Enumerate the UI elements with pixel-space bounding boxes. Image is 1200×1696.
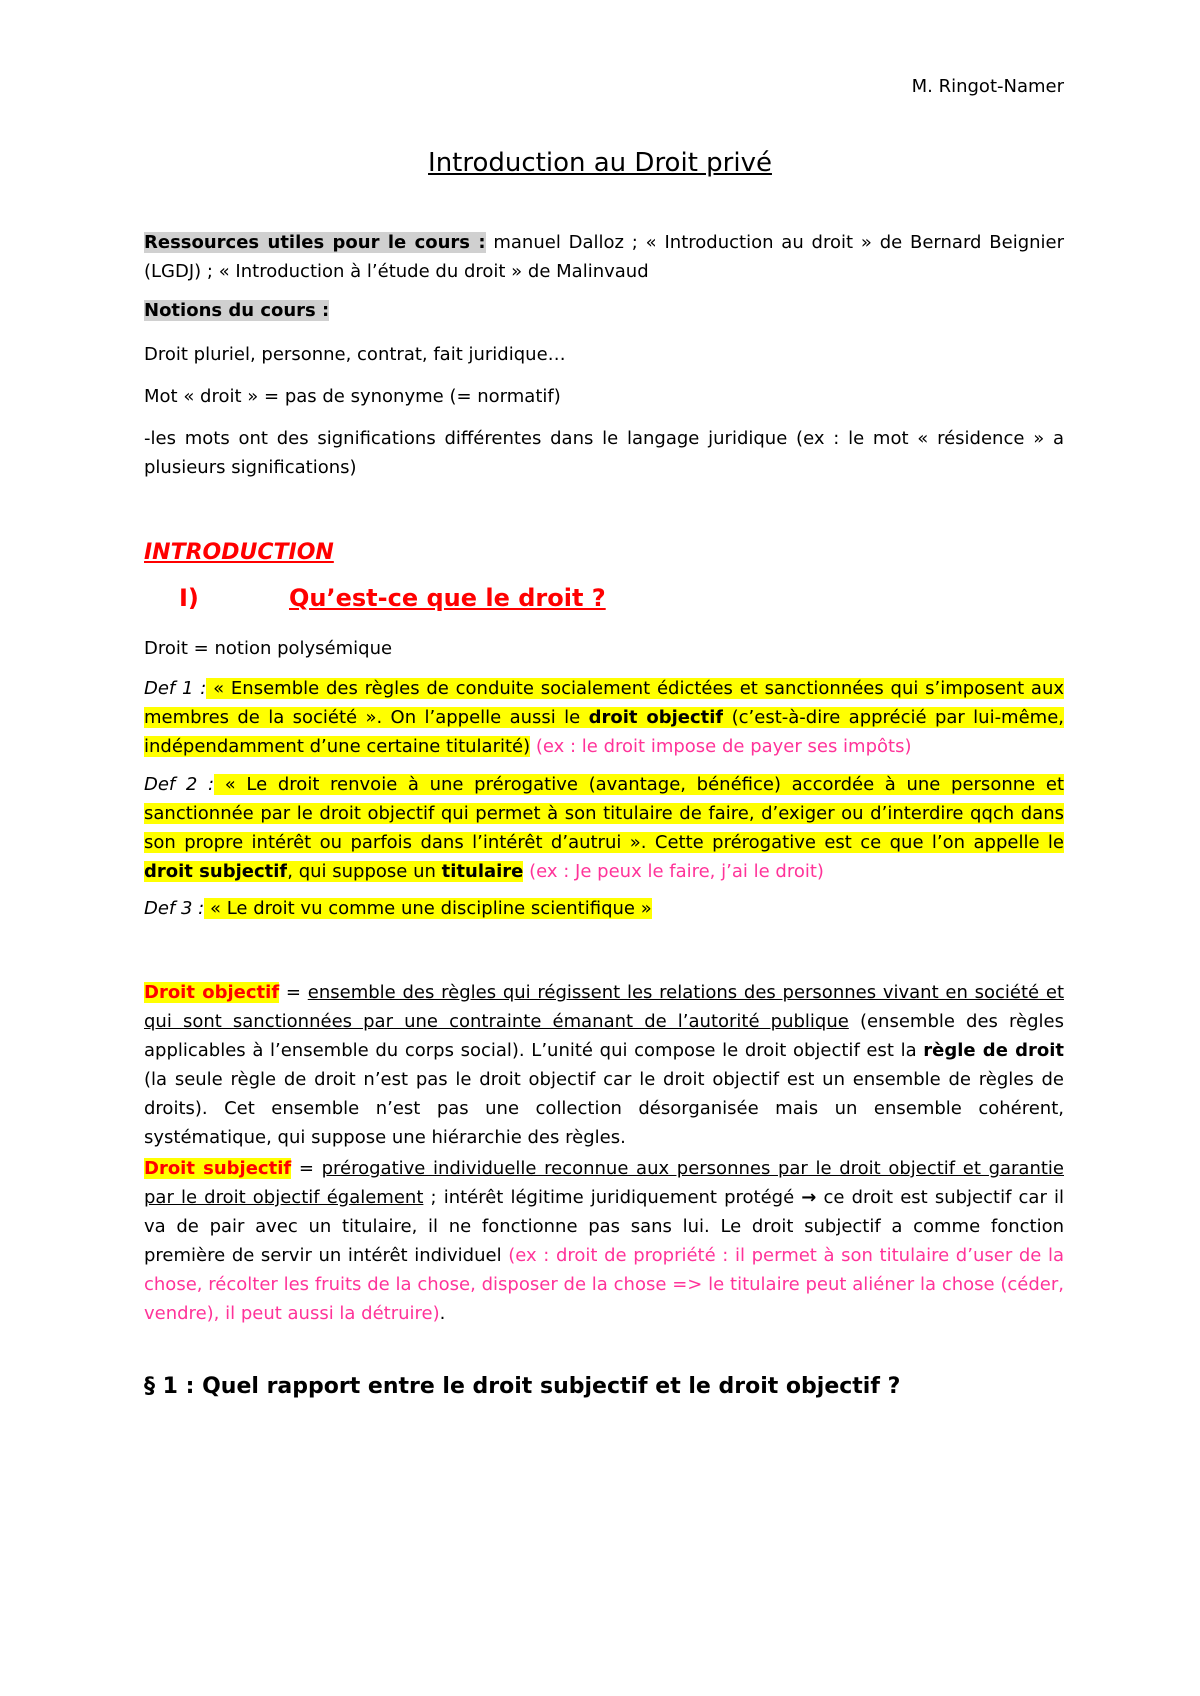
- definition-2: Def 2 : « Le droit renvoie à une prérogative (avantage, bénéfice) accordée à une personne et sanctionnée par le droit objectif qui permet à son titulaire de faire, d’exiger ou d’interdire qqch dans son propre intérêt ou parfois dans l’intérêt d’autrui ». Cette prérogative est ce que l’on appelle le droit subjectif, qui suppose un titulaire (ex : Je peux le faire, j’ai le droit): [144, 774, 1065, 882]
- section-1-number: I): [179, 584, 199, 612]
- section-1-intro: Droit = notion polysémique: [144, 638, 393, 659]
- resources-text: manuel Dalloz ; « Introduction au droit » de Bernard Beignier (LGDJ) ; « Introduction à l’étude du droit » de Malinvaud: [144, 232, 1064, 282]
- notions-line-3: -les mots ont des significations différentes dans le langage juridique (ex : le mot « résidence » a plusieurs significations): [144, 428, 1064, 478]
- def1-example: (ex : le droit impose de payer ses impôts): [530, 736, 912, 757]
- paragraph-1-heading: § 1 : Quel rapport entre le droit subjectif et le droit objectif ?: [144, 1374, 901, 1399]
- definition-3: Def 3 : « Le droit vu comme une discipline scientifique »: [144, 898, 652, 919]
- section-1-heading: [144, 584, 1064, 613]
- droit-objectif-label: Droit objectif: [144, 982, 280, 1003]
- def2-bold-term: droit subjectif: [144, 861, 288, 882]
- def2-label: Def 2 :: [144, 774, 215, 795]
- droit-subjectif-paragraph: Droit subjectif = prérogative individuelle reconnue aux personnes par le droit objectif et garantie par le droit objectif également ; intérêt légitime juridiquement protégé → ce droit est subjectif car il va de pair avec un titulaire, il ne fonctionne pas sans lui. Le droit subjectif a comme fonction première de servir un intérêt individuel (ex : droit de propriété : il permet à son titulaire d’user de la chose, récolter les fruits de la chose, disposer de la chose => le titulaire peut aliéner la chose (céder, vendre), il peut aussi la détruire).: [144, 1158, 1064, 1324]
- regle-de-droit-term: règle de droit: [923, 1040, 1064, 1061]
- droit-objectif-paragraph: Droit objectif = ensemble des règles qui régissent les relations des personnes vivant en société et qui sont sanctionnées par une contrainte émanant de l’autorité publique (ensemble des règles applicables à l’ensemble du corps social). L’unité qui compose le droit objectif est la règle de droit (la seule règle de droit n’est pas le droit objectif car le droit objectif est un ensemble de règles de droits). Cet ensemble n’est pas une collection désorganisée mais un ensemble cohérent, systématique, qui suppose une hiérarchie des règles.: [144, 982, 1064, 1148]
- introduction-heading: INTRODUCTION: [144, 540, 334, 565]
- notions-label: Notions du cours :: [144, 300, 330, 321]
- notions-line-2: Mot « droit » = pas de synonyme (= normatif): [144, 386, 561, 407]
- droit-subjectif-label: Droit subjectif: [144, 1158, 292, 1179]
- def1-label: Def 1 :: [144, 678, 207, 699]
- section-1-title: Qu’est-ce que le droit ?: [289, 584, 606, 612]
- def2-bold-titulaire: titulaire: [441, 861, 524, 882]
- resources-paragraph: [144, 228, 1064, 286]
- resources-label: Ressources utiles pour le cours :: [144, 232, 486, 253]
- def3-label: Def 3 :: [144, 898, 205, 919]
- definition-1: Def 1 : « Ensemble des règles de conduite socialement édictées et sanctionnées qui s’imposent aux membres de la société ». On l’appelle aussi le droit objectif (c’est-à-dire apprécié par lui-même, indépendamment d’une certaine titularité) (ex : le droit impose de payer ses impôts): [144, 678, 1064, 757]
- notions-line-1: Droit pluriel, personne, contrat, fait juridique…: [144, 344, 566, 365]
- document-title: Introduction au Droit privé: [428, 148, 772, 178]
- def1-bold-term: droit objectif: [588, 707, 724, 728]
- notions-label-paragraph: [144, 296, 1064, 325]
- subjectif-example: (ex : droit de propriété : il permet à son titulaire d’user de la chose, récolter les fruits de la chose, disposer de la chose => le titulaire peut aliéner la chose (céder, vendre), il peut aussi la détruire): [144, 1245, 1064, 1324]
- arrow-right-icon: →: [801, 1187, 817, 1208]
- header-author: M. Ringot-Namer: [911, 76, 1064, 97]
- def2-example: (ex : Je peux le faire, j’ai le droit): [523, 861, 824, 882]
